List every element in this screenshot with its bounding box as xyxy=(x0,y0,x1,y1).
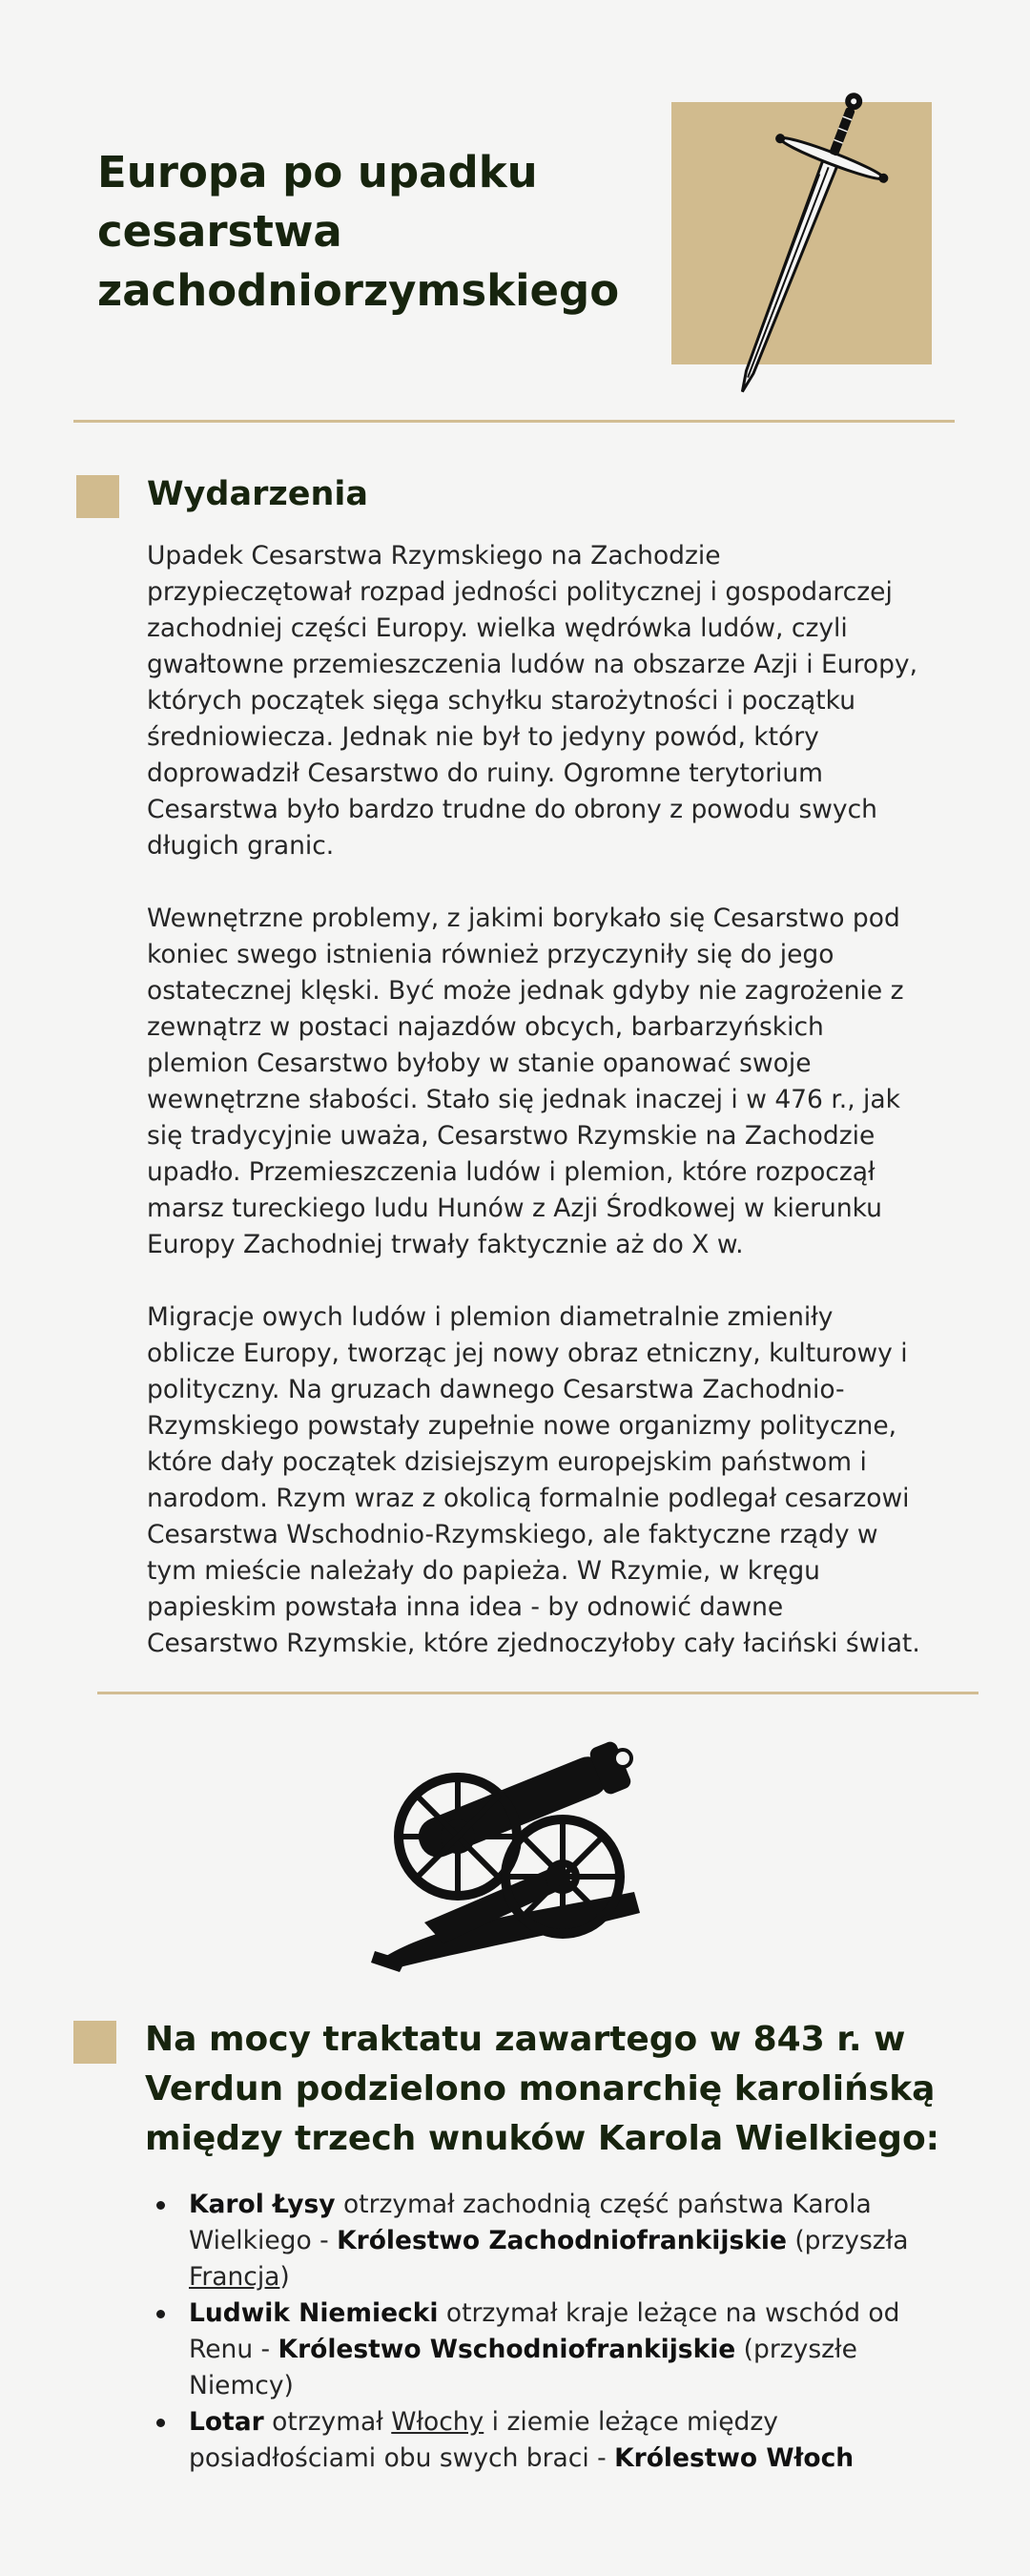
item-line xyxy=(189,2296,967,2332)
kingdom-name: Królestwo Wschodniofrankijskie xyxy=(278,2335,736,2364)
item-text: i ziemie leżące między xyxy=(484,2407,778,2437)
person-name: Karol Łysy xyxy=(189,2190,336,2219)
item-text: (przyszła xyxy=(786,2226,909,2255)
text-line: długich granic. xyxy=(147,831,335,861)
text-line: Wewnętrzne problemy, z jakimi borykało się Cesarstwo pod xyxy=(147,904,900,933)
title-line: cesarstwa xyxy=(97,206,342,257)
list-item xyxy=(147,2404,967,2477)
events-heading: Wydarzenia xyxy=(147,475,368,513)
text-line: ostatecznej klęski. Być może jednak gdyby nie zagrożenie z xyxy=(147,976,904,1006)
text-line: przypieczętował rozpad jedności politycznej i gospodarczej xyxy=(147,577,893,607)
item-text: otrzymał xyxy=(263,2407,392,2437)
text-line: Cesarstwa było bardzo trudne do obrony z powodu swych xyxy=(147,795,877,824)
text-line: Cesarstwo Rzymskie, które zjednoczyłoby cały łaciński świat. xyxy=(147,1629,920,1658)
text-line: doprowadził Cesarstwo do ruiny. Ogromne terytorium xyxy=(147,758,823,788)
kingdom-name: Królestwo Zachodniofrankijskie xyxy=(337,2226,787,2255)
item-text: otrzymał zachodnią część państwa Karola xyxy=(335,2190,872,2219)
item-text: posiadłościami obu swych braci - xyxy=(189,2443,615,2473)
text-line: tym mieście należały do papieża. W Rzymie, w kręgu xyxy=(147,1556,820,1586)
item-text: (przyszłe xyxy=(735,2335,857,2364)
text-line: polityczny. Na gruzach dawnego Cesarstwa Zachodnio- xyxy=(147,1375,845,1404)
text-line: Europy Zachodniej trwały faktycznie aż do X w. xyxy=(147,1230,744,1259)
section-marker xyxy=(73,2021,116,2064)
text-line: narodom. Rzym wraz z okolicą formalnie podlegał cesarzowi xyxy=(147,1484,910,1513)
person-name: Lotar xyxy=(189,2407,264,2437)
paragraph xyxy=(147,1299,958,1662)
heading-line: Na mocy traktatu zawartego w 843 r. w xyxy=(145,2020,906,2059)
item-line: Niemcy) xyxy=(189,2371,294,2400)
list-item xyxy=(147,2296,967,2404)
section-divider xyxy=(73,420,955,423)
text-line: koniec swego istnienia również przyczyniły się do jego xyxy=(147,940,834,969)
cannon-illustration xyxy=(367,1722,663,1980)
item-line xyxy=(189,2332,967,2368)
section-marker xyxy=(76,475,119,518)
section-divider xyxy=(97,1692,978,1694)
wlochy-link[interactable]: Włochy xyxy=(391,2407,484,2437)
text-line: zewnątrz w postaci najazdów obcych, barbarzyńskich xyxy=(147,1012,824,1042)
item-text: ) xyxy=(279,2262,290,2292)
item-text: Wielkiego - xyxy=(189,2226,338,2255)
text-line: zachodniej części Europy. wielka wędrówka ludów, czyli xyxy=(147,613,848,643)
grandsons-list xyxy=(147,2187,967,2477)
text-line: papieskim powstała inna idea - by odnowić dawne xyxy=(147,1592,784,1622)
text-line: gwałtowne przemieszczenia ludów na obszarze Azji i Europy, xyxy=(147,650,918,679)
item-line xyxy=(189,2404,967,2441)
item-line xyxy=(189,2259,967,2296)
text-line: których początek sięga schyłku starożytności i początku xyxy=(147,686,855,716)
item-text: otrzymał kraje leżące na wschód od xyxy=(438,2298,900,2328)
title-line: Europa po upadku xyxy=(97,147,538,197)
treaty-heading xyxy=(145,2015,965,2164)
text-line: Migracje owych ludów i plemion diametralnie zmieniły xyxy=(147,1302,834,1332)
heading-line: Verdun podzielono monarchię karolińską xyxy=(145,2069,936,2109)
item-line xyxy=(189,2441,967,2477)
title-line: zachodniorzymskiego xyxy=(97,265,620,316)
text-line: wewnętrzne słabości. Stało się jednak inaczej i w 476 r., jak xyxy=(147,1085,901,1114)
text-line: Rzymskiego powstały zupełnie nowe organizmy polityczne, xyxy=(147,1411,897,1441)
list-item xyxy=(147,2187,967,2296)
text-line: się tradycyjnie uważa, Cesarstwo Rzymskie na Zachodzie xyxy=(147,1121,876,1151)
text-line: które dały początek dzisiejszym europejskim państwom i xyxy=(147,1447,867,1477)
paragraph xyxy=(147,538,958,864)
text-line: plemion Cesarstwo byłoby w stanie opanować swoje xyxy=(147,1049,812,1078)
item-line xyxy=(189,2223,967,2259)
text-line: Upadek Cesarstwa Rzymskiego na Zachodzie xyxy=(147,541,721,571)
sword-illustration xyxy=(706,67,896,410)
kingdom-name: Królestwo Włoch xyxy=(614,2443,855,2473)
item-line xyxy=(189,2187,967,2223)
text-line: marsz tureckiego ludu Hunów z Azji Środkowej w kierunku xyxy=(147,1194,882,1223)
text-line: upadło. Przemieszczenia ludów i plemion, które rozpoczął xyxy=(147,1157,876,1187)
text-line: średniowiecza. Jednak nie był to jedyny powód, który xyxy=(147,722,819,752)
heading-line: między trzech wnuków Karola Wielkiego: xyxy=(145,2119,940,2158)
francja-link[interactable]: Francja xyxy=(189,2262,280,2292)
paragraph xyxy=(147,901,958,1263)
events-body xyxy=(147,538,958,1698)
page-title xyxy=(97,143,689,321)
person-name: Ludwik Niemiecki xyxy=(189,2298,439,2328)
text-line: oblicze Europy, tworząc jej nowy obraz etniczny, kulturowy i xyxy=(147,1339,908,1368)
item-text: Renu - xyxy=(189,2335,278,2364)
text-line: Cesarstwa Wschodnio-Rzymskiego, ale faktyczne rządy w xyxy=(147,1520,878,1549)
